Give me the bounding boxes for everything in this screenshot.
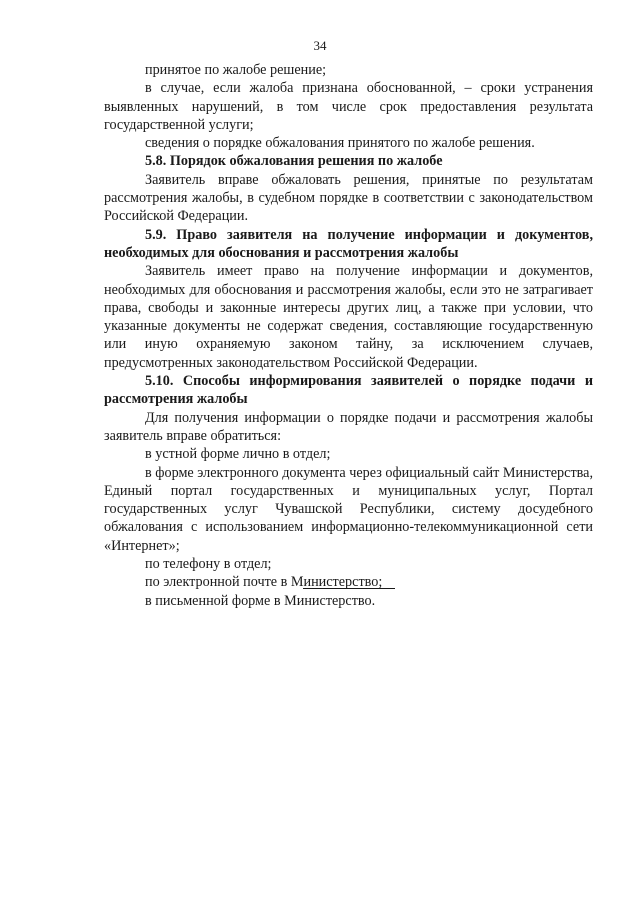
section-heading-5-9: 5.9. Право заявителя на получение информации и документов, необходимых для обоснования и рассмотрения жалобы bbox=[104, 226, 593, 261]
list-item-written: в письменной форме в Министерство. bbox=[145, 592, 376, 609]
paragraph-appeal-court: Заявитель вправе обжаловать решения, принятые по результатам рассмотрения жалобы, в судебном порядке в соответствии с законодательством Российской Федерации. bbox=[104, 171, 593, 225]
list-item-phone: по телефону в отдел; bbox=[145, 556, 272, 573]
list-item-violation-terms: в случае, если жалоба признана обоснованной, – сроки устранения выявленных нарушений, в том числе срок предоставления результата государственной услуги; bbox=[104, 80, 593, 133]
page-number: 34 bbox=[313, 38, 327, 53]
section-heading-5-10: 5.10. Способы информирования заявителей о порядке подачи и рассмотрения жалобы bbox=[104, 373, 593, 408]
list-item-electronic: в форме электронного документа через официальный сайт Министерства, Единый портал государственных и муниципальных услуг, Портал государственных услуг Чувашской Республики, систему досудебного обжалования с использованием информационно-телекоммуникационной сети «Интернет»; bbox=[104, 464, 593, 554]
list-item-email: по электронной почте в Министерство; bbox=[145, 574, 383, 591]
list-item-appeal-info: сведения о порядке обжалования принятого по жалобе решения. bbox=[145, 135, 535, 152]
end-divider bbox=[303, 588, 395, 589]
paragraph-right-to-information: Заявитель имеет право на получение информации и документов, необходимых для обоснования и рассмотрения жалобы, если это не затрагивает права, свободы и законные интересы других лиц, а также при условии, что указанные документы не содержат сведения, составляющие государственную или иную охраняемую законом тайну, за исключением случаев, предусмотренных законодательством Российской Федерации. bbox=[104, 263, 593, 371]
paragraph-how-to-apply: Для получения информации о порядке подачи и рассмотрения жалобы заявитель вправе обратиться: bbox=[104, 409, 593, 444]
section-heading-5-8: 5.8. Порядок обжалования решения по жалобе bbox=[145, 153, 443, 170]
list-item-decision: принятое по жалобе решение; bbox=[145, 62, 327, 78]
page-content bbox=[104, 61, 593, 610]
list-item-oral: в устной форме лично в отдел; bbox=[145, 446, 331, 463]
